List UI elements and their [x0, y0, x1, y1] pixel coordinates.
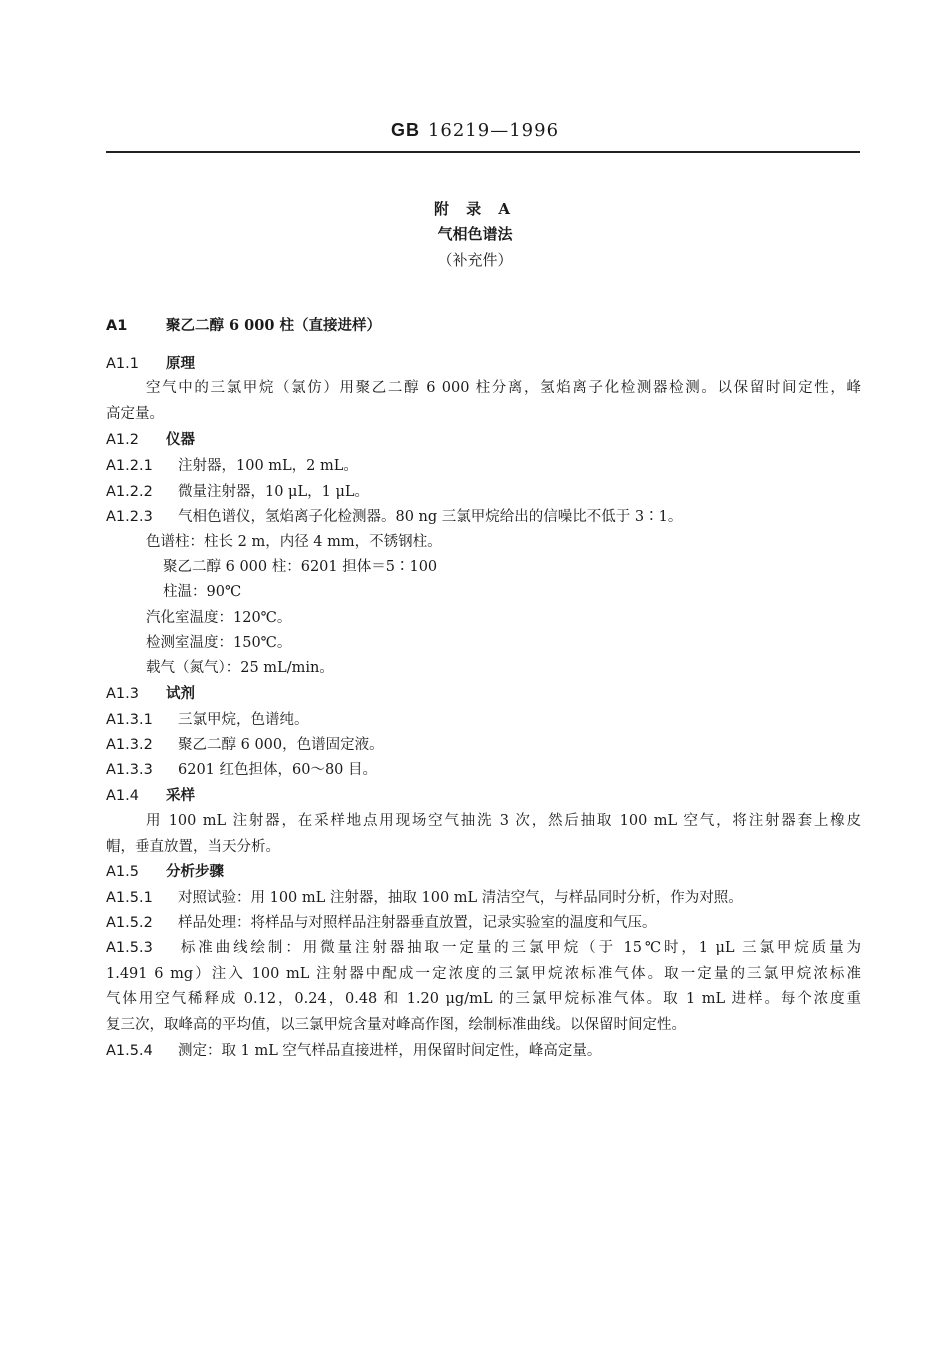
section-number: A1.4 [106, 788, 139, 804]
item-a1-2-1 [106, 456, 358, 476]
item-text: 样品处理：将样品与对照样品注射器垂直放置，记录实验室的温度和气压。 [178, 915, 657, 931]
section-a1 [106, 316, 381, 336]
item-text: 对照试验：用 100 mL 注射器，抽取 100 mL 清洁空气，与样品同时分析，作为对照。 [178, 890, 743, 906]
appendix-label: 附 录 A [433, 200, 517, 218]
section-title: 仪器 [166, 431, 195, 448]
section-number: A1.1 [106, 356, 139, 372]
section-a1-3 [106, 684, 195, 704]
section-number: A1.3 [106, 686, 139, 702]
item-text: 聚乙二醇 6 000，色谱固定液。 [178, 737, 384, 753]
section-number: A1.2 [106, 432, 139, 448]
section-title: 分析步骤 [166, 863, 224, 880]
item-number: A1.2.3 [106, 509, 153, 525]
item-a1-5-2 [106, 913, 657, 933]
section-number: A1.5 [106, 864, 139, 880]
carrier-gas: 载气（氮气）：25 mL/min。 [146, 660, 334, 676]
column-packing: 聚乙二醇 6 000 柱：6201 担体＝5∶100 [163, 559, 438, 575]
item-a1-3-3 [106, 760, 377, 780]
item-text: 微量注射器，10 μL，1 μL。 [178, 484, 369, 500]
header-rule [106, 151, 860, 153]
item-number: A1.5.4 [106, 1043, 153, 1059]
appendix-title: 气相色谱法 [437, 225, 513, 243]
detector-temperature: 检测室温度：150℃。 [146, 635, 292, 651]
item-a1-5-3-line-2: 1.491 6 mg）注入 100 mL 注射器中配成一定浓度的三氯甲烷浓标准气体。取一定量的三氯甲烷浓标准 [106, 966, 861, 982]
item-a1-5-3 [106, 938, 861, 958]
item-text: 标准曲线绘制：用微量注射器抽取一定量的三氯甲烷（于 15℃时，1 μL 三氯甲烷质量为 [178, 940, 861, 956]
item-text: 测定：取 1 mL 空气样品直接进样，用保留时间定性，峰高定量。 [178, 1043, 602, 1059]
paragraph-principle-line-2: 高定量。 [106, 406, 164, 422]
item-number: A1.5.1 [106, 890, 153, 906]
item-number: A1.3.1 [106, 712, 153, 728]
item-a1-2-2 [106, 482, 369, 502]
section-a1-4 [106, 786, 195, 806]
column-spec: 色谱柱：柱长 2 m，内径 4 mm，不锈钢柱。 [146, 534, 442, 550]
section-a1-2 [106, 430, 195, 450]
item-a1-3-1 [106, 710, 309, 730]
page-header [0, 120, 950, 141]
appendix-subtitle: （补充件） [437, 251, 513, 269]
item-text: 注射器，100 mL，2 mL。 [178, 458, 358, 474]
item-a1-5-4 [106, 1041, 601, 1061]
standard-prefix: GB [390, 120, 420, 140]
paragraph-principle-line-1: 空气中的三氯甲烷（氯仿）用聚乙二醇 6 000 柱分离，氢焰离子化检测器检测。以保留时间定性，峰 [146, 380, 861, 396]
item-a1-5-1 [106, 888, 743, 908]
item-text: 三氯甲烷，色谱纯。 [178, 712, 309, 728]
item-number: A1.5.2 [106, 915, 153, 931]
column-temperature: 柱温：90℃ [163, 584, 242, 600]
item-number: A1.3.3 [106, 762, 153, 778]
section-title: 试剂 [166, 685, 195, 702]
item-number: A1.2.1 [106, 458, 153, 474]
item-number: A1.3.2 [106, 737, 153, 753]
vaporizer-temperature: 汽化室温度：120℃。 [146, 610, 292, 626]
standard-number: 16219—1996 [427, 120, 560, 141]
item-text: 6201 红色担体，60～80 目。 [178, 762, 378, 778]
item-a1-3-2 [106, 735, 384, 755]
item-number: A1.5.3 [106, 940, 153, 956]
section-number: A1 [106, 318, 128, 334]
item-a1-5-3-line-4: 复三次，取峰高的平均值，以三氯甲烷含量对峰高作图，绘制标准曲线。以保留时间定性。 [106, 1017, 686, 1033]
paragraph-sampling-line-1: 用 100 mL 注射器，在采样地点用现场空气抽洗 3 次，然后抽取 100 mL 空气，将注射器套上橡皮 [146, 813, 861, 829]
item-a1-2-3 [106, 507, 682, 527]
section-a1-5 [106, 862, 224, 882]
section-title: 聚乙二醇 6 000 柱（直接进样） [166, 317, 381, 334]
item-a1-5-3-line-3: 气体用空气稀释成 0.12，0.24，0.48 和 1.20 μg/mL 的三氯甲烷标准气体。取 1 mL 进样。每个浓度重 [106, 991, 861, 1007]
section-title: 原理 [166, 355, 195, 372]
item-text: 气相色谱仪，氢焰离子化检测器。80 ng 三氯甲烷给出的信噪比不低于 3∶1。 [178, 509, 683, 525]
paragraph-sampling-line-2: 帽，垂直放置，当天分析。 [106, 839, 280, 855]
section-a1-1 [106, 354, 195, 374]
item-number: A1.2.2 [106, 484, 153, 500]
section-title: 采样 [166, 787, 195, 804]
